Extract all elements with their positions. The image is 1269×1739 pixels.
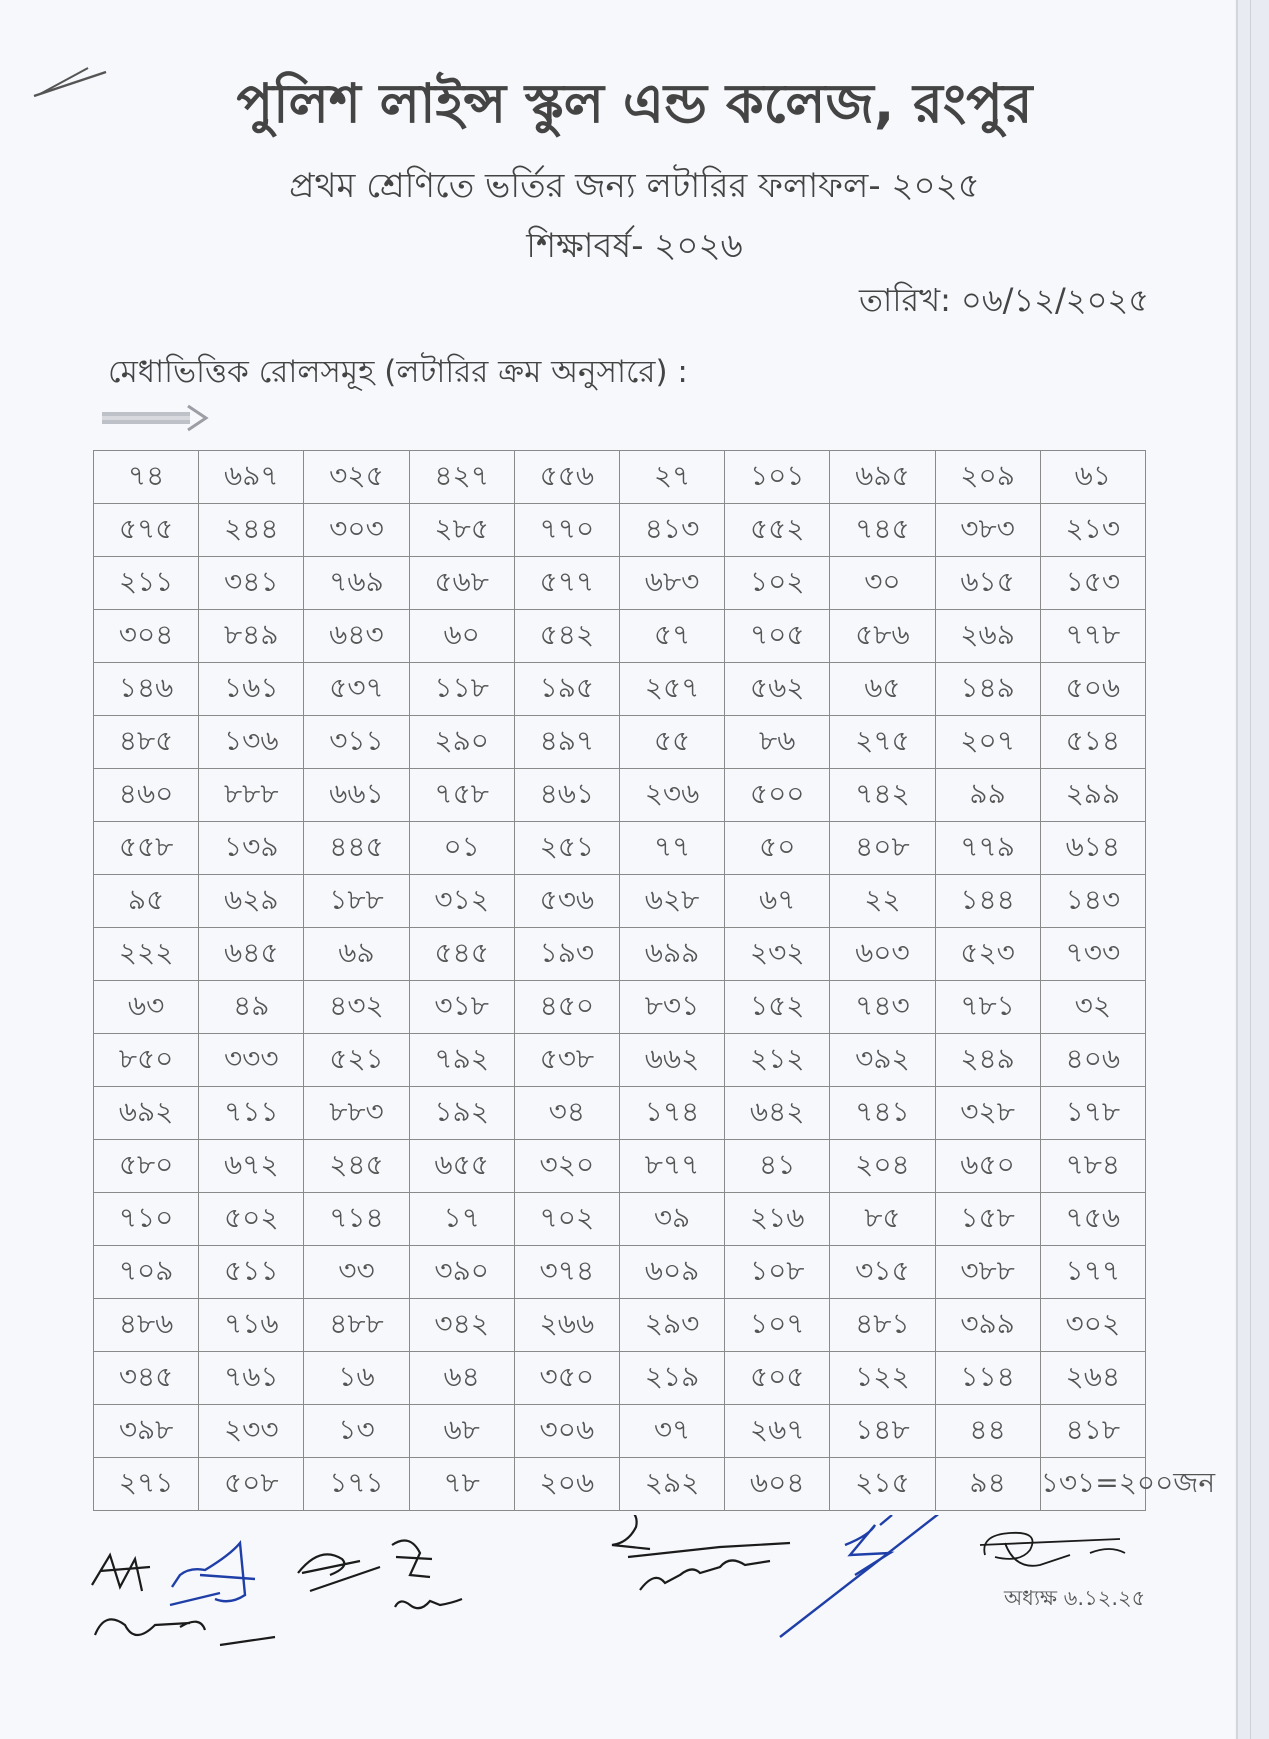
roll-cell: ৫৬২ xyxy=(725,663,830,716)
roll-cell: ৫০২ xyxy=(199,1193,304,1246)
roll-cell: ৫৩৮ xyxy=(514,1034,619,1087)
roll-cell: ৪১ xyxy=(725,1140,830,1193)
roll-cell: ৫৪৫ xyxy=(409,928,514,981)
roll-cell: ২৭১ xyxy=(94,1458,199,1511)
roll-cell: ১৩৯ xyxy=(199,822,304,875)
roll-cell: ৩১৮ xyxy=(409,981,514,1034)
roll-cell: ৬১ xyxy=(1040,451,1145,504)
table-row xyxy=(94,504,1146,557)
roll-cell: ৪৯৭ xyxy=(514,716,619,769)
roll-cell: ০১ xyxy=(409,822,514,875)
roll-cell: ৫৩৬ xyxy=(514,875,619,928)
roll-cell: ৬৫০ xyxy=(935,1140,1040,1193)
roll-cell: ১০১ xyxy=(725,451,830,504)
roll-cell: ৩৭৪ xyxy=(514,1246,619,1299)
roll-cell: ২১৩ xyxy=(1040,504,1145,557)
roll-cell: ৩৯ xyxy=(619,1193,724,1246)
table-row xyxy=(94,875,1146,928)
roll-cell: ২৮৫ xyxy=(409,504,514,557)
roll-cell: ২৬৬ xyxy=(514,1299,619,1352)
roll-cell: ৭৮১ xyxy=(935,981,1040,1034)
roll-cell: ২৬৯ xyxy=(935,610,1040,663)
roll-cell: ৩৮৩ xyxy=(935,504,1040,557)
roll-cell: ৪৩২ xyxy=(304,981,409,1034)
roll-cell: ৭১৪ xyxy=(304,1193,409,1246)
roll-cell: ২২ xyxy=(830,875,935,928)
table-row xyxy=(94,928,1146,981)
roll-cell: ৩০ xyxy=(830,557,935,610)
roll-cell: ৬২৯ xyxy=(199,875,304,928)
roll-cell: ১৫৩ xyxy=(1040,557,1145,610)
roll-cell: ৫১৪ xyxy=(1040,716,1145,769)
roll-cell: ৩৪ xyxy=(514,1087,619,1140)
roll-cell: ৩২০ xyxy=(514,1140,619,1193)
roll-cell: ২৪৪ xyxy=(199,504,304,557)
roll-cell: ৪২৭ xyxy=(409,451,514,504)
roll-cell: ৫৭৭ xyxy=(514,557,619,610)
table-row xyxy=(94,557,1146,610)
roll-cell: ৭৪৫ xyxy=(830,504,935,557)
table-row xyxy=(94,822,1146,875)
roll-cell: ৭৬১ xyxy=(199,1352,304,1405)
table-row xyxy=(94,1087,1146,1140)
table-row xyxy=(94,663,1146,716)
roll-cell: ১৯২ xyxy=(409,1087,514,1140)
roll-cell: ৮৫ xyxy=(830,1193,935,1246)
roll-cell: ১২২ xyxy=(830,1352,935,1405)
roll-cell: ২১২ xyxy=(725,1034,830,1087)
roll-cell: ২১৬ xyxy=(725,1193,830,1246)
roll-cell: ৬৫৫ xyxy=(409,1140,514,1193)
roll-cell: ৬৭ xyxy=(725,875,830,928)
roll-cell: ৬৩ xyxy=(94,981,199,1034)
roll-cell: ১৭৪ xyxy=(619,1087,724,1140)
roll-cell: ৫৫ xyxy=(619,716,724,769)
arrow-right-icon xyxy=(100,403,210,433)
roll-cell: ৫৩৭ xyxy=(304,663,409,716)
roll-cell: ৩০৪ xyxy=(94,610,199,663)
roll-cell: ৪৯ xyxy=(199,981,304,1034)
roll-cell: ৬৯৭ xyxy=(199,451,304,504)
table-row xyxy=(94,769,1146,822)
roll-cell: ৫০৬ xyxy=(1040,663,1145,716)
roll-cell: ৩২ xyxy=(1040,981,1145,1034)
roll-cell: ১৭৮ xyxy=(1040,1087,1145,1140)
roll-cell: ১৪৯ xyxy=(935,663,1040,716)
roll-cell: ২২২ xyxy=(94,928,199,981)
roll-cell: ২১৫ xyxy=(830,1458,935,1511)
roll-cell: ২৭৫ xyxy=(830,716,935,769)
roll-cell: ৩৯২ xyxy=(830,1034,935,1087)
roll-cell: ৫৮০ xyxy=(94,1140,199,1193)
roll-cell: ৫০৫ xyxy=(725,1352,830,1405)
roll-cell: ৭১৬ xyxy=(199,1299,304,1352)
roll-cell: ২৩৬ xyxy=(619,769,724,822)
table-row xyxy=(94,451,1146,504)
roll-cell: ৬০৯ xyxy=(619,1246,724,1299)
roll-cell: ৬০৩ xyxy=(830,928,935,981)
roll-cell: ৪৮৫ xyxy=(94,716,199,769)
roll-cell: ৬৪ xyxy=(409,1352,514,1405)
signature-principal xyxy=(980,1533,1125,1566)
roll-cell: ২৭ xyxy=(619,451,724,504)
roll-cell: ১৯৩ xyxy=(514,928,619,981)
roll-cell: ১৯৫ xyxy=(514,663,619,716)
roll-cell: ৩৩৩ xyxy=(199,1034,304,1087)
roll-cell: ৬৫ xyxy=(830,663,935,716)
roll-cell: ১৪৮ xyxy=(830,1405,935,1458)
roll-cell: ৩২৫ xyxy=(304,451,409,504)
roll-cell: ২৫১ xyxy=(514,822,619,875)
roll-cell: ১৪৬ xyxy=(94,663,199,716)
roll-cell: ২৬৭ xyxy=(725,1405,830,1458)
roll-cell: ১৩ xyxy=(304,1405,409,1458)
roll-cell: ২৩২ xyxy=(725,928,830,981)
roll-cell: ৬২৮ xyxy=(619,875,724,928)
roll-cell: ৭৬৯ xyxy=(304,557,409,610)
roll-cell: ৫০ xyxy=(725,822,830,875)
roll-cell: ৭১০ xyxy=(94,1193,199,1246)
roll-cell: ৪৪ xyxy=(935,1405,1040,1458)
roll-cell: ২৬৪ xyxy=(1040,1352,1145,1405)
roll-cell: ৪৮৮ xyxy=(304,1299,409,1352)
roll-cell: ৪৪৫ xyxy=(304,822,409,875)
roll-cell: ৬৯২ xyxy=(94,1087,199,1140)
roll-cell: ১৩৬ xyxy=(199,716,304,769)
roll-cell: ১৮৮ xyxy=(304,875,409,928)
table-row xyxy=(94,1246,1146,1299)
roll-cell: ৬১৪ xyxy=(1040,822,1145,875)
roll-cell: ৭৭০ xyxy=(514,504,619,557)
roll-cell: ৭৪৩ xyxy=(830,981,935,1034)
roll-cell: ২৪৯ xyxy=(935,1034,1040,1087)
roll-cell: ৩১১ xyxy=(304,716,409,769)
signature-member-3 xyxy=(298,1541,462,1609)
roll-cell: ৭৯২ xyxy=(409,1034,514,1087)
roll-cell: ২১৯ xyxy=(619,1352,724,1405)
roll-cell: ৭৭ xyxy=(619,822,724,875)
roll-cell: ৩৯০ xyxy=(409,1246,514,1299)
roll-cell: ৭৭৯ xyxy=(935,822,1040,875)
roll-cell: ১৪৩ xyxy=(1040,875,1145,928)
roll-cell: ৪৬০ xyxy=(94,769,199,822)
roll-cell: ৩০৬ xyxy=(514,1405,619,1458)
roll-cell: ৬৪৫ xyxy=(199,928,304,981)
roll-cell: ১০৭ xyxy=(725,1299,830,1352)
roll-cell: ৬৯ xyxy=(304,928,409,981)
roll-cell: ২৩৩ xyxy=(199,1405,304,1458)
roll-cell: ২০৬ xyxy=(514,1458,619,1511)
roll-cell: ৮৭৭ xyxy=(619,1140,724,1193)
roll-cell: ৫০০ xyxy=(725,769,830,822)
roll-cell: ৩৯৮ xyxy=(94,1405,199,1458)
roll-cell: ৪০৮ xyxy=(830,822,935,875)
roll-cell: ৭৪ xyxy=(94,451,199,504)
merit-rolls-heading: মেধাভিত্তিক রোলসমূহ (লটারির ক্রম অনুসারে) : xyxy=(108,354,688,390)
roll-cell: ৬৮৩ xyxy=(619,557,724,610)
roll-cell: ২১১ xyxy=(94,557,199,610)
roll-cell: ৩০২ xyxy=(1040,1299,1145,1352)
roll-cell: ৫৫৮ xyxy=(94,822,199,875)
roll-cell: ৩১২ xyxy=(409,875,514,928)
roll-cell: ১৭৭ xyxy=(1040,1246,1145,1299)
table-row xyxy=(94,610,1146,663)
signature-member-2 xyxy=(170,1543,255,1605)
roll-cell: ৪০৬ xyxy=(1040,1034,1145,1087)
roll-cell: ৯৫ xyxy=(94,875,199,928)
table-row xyxy=(94,1299,1146,1352)
roll-cell: ৭০২ xyxy=(514,1193,619,1246)
roll-cell: ৫৬৮ xyxy=(409,557,514,610)
roll-cell: ৫২১ xyxy=(304,1034,409,1087)
roll-cell: ৬৮ xyxy=(409,1405,514,1458)
roll-cell: ৬০ xyxy=(409,610,514,663)
roll-cell: ১১৪ xyxy=(935,1352,1040,1405)
roll-cell: ১১৮ xyxy=(409,663,514,716)
roll-cell: ৫৪২ xyxy=(514,610,619,663)
roll-cell: ১০২ xyxy=(725,557,830,610)
roll-cell: ৫৫২ xyxy=(725,504,830,557)
roll-cell: ৩৫০ xyxy=(514,1352,619,1405)
roll-cell: ৬৭২ xyxy=(199,1140,304,1193)
roll-cell: ৮৫০ xyxy=(94,1034,199,1087)
roll-cell: ১৫৮ xyxy=(935,1193,1040,1246)
roll-cell: ৩৪১ xyxy=(199,557,304,610)
roll-table xyxy=(93,450,1216,1511)
roll-cell: ২৪৫ xyxy=(304,1140,409,1193)
roll-cell: ১৬১ xyxy=(199,663,304,716)
roll-cell: ১৪৪ xyxy=(935,875,1040,928)
roll-cell: ৬৯৫ xyxy=(830,451,935,504)
roll-cell: ৫৮৬ xyxy=(830,610,935,663)
signature-member-4 xyxy=(612,1515,790,1590)
roll-cell: ৬৪২ xyxy=(725,1087,830,1140)
roll-cell: ৭৩৩ xyxy=(1040,928,1145,981)
roll-cell: ১৬ xyxy=(304,1352,409,1405)
roll-cell: ২০৯ xyxy=(935,451,1040,504)
roll-cell: ২৯৩ xyxy=(619,1299,724,1352)
roll-cell: ৩৩ xyxy=(304,1246,409,1299)
roll-cell: ৪৫০ xyxy=(514,981,619,1034)
roll-cell: ৭৮ xyxy=(409,1458,514,1511)
roll-cell: ৩৭ xyxy=(619,1405,724,1458)
roll-cell: ৭৪২ xyxy=(830,769,935,822)
roll-cell: ৩৪৫ xyxy=(94,1352,199,1405)
roll-cell: ৯৯ xyxy=(935,769,1040,822)
roll-cell: ৬১৫ xyxy=(935,557,1040,610)
roll-cell: ৭০৯ xyxy=(94,1246,199,1299)
roll-cell: ৪৮৬ xyxy=(94,1299,199,1352)
roll-cell: ১৭ xyxy=(409,1193,514,1246)
roll-cell: ৮৮৮ xyxy=(199,769,304,822)
roll-cell: ৮৬ xyxy=(725,716,830,769)
roll-cell: ৭০৫ xyxy=(725,610,830,663)
roll-cell: ২০৭ xyxy=(935,716,1040,769)
roll-cell: ২৫৭ xyxy=(619,663,724,716)
roll-cell: ৭৪১ xyxy=(830,1087,935,1140)
roll-cell: ৩৮৮ xyxy=(935,1246,1040,1299)
roll-cell: ৪৮১ xyxy=(830,1299,935,1352)
roll-cell: ১৫২ xyxy=(725,981,830,1034)
signature-member-1 xyxy=(92,1555,275,1645)
roll-cell: ৭৮৪ xyxy=(1040,1140,1145,1193)
roll-cell: ৩১৫ xyxy=(830,1246,935,1299)
table-row xyxy=(94,1193,1146,1246)
roll-cell: ৩০৩ xyxy=(304,504,409,557)
roll-cell: ৭৫৬ xyxy=(1040,1193,1145,1246)
roll-cell: ৪১৮ xyxy=(1040,1405,1145,1458)
roll-cell: ৭১১ xyxy=(199,1087,304,1140)
roll-cell: ৬০৪ xyxy=(725,1458,830,1511)
roll-cell: ৮৩১ xyxy=(619,981,724,1034)
roll-cell: ৬৪৩ xyxy=(304,610,409,663)
signature-member-5 xyxy=(780,1515,950,1637)
principal-label: অধ্যক্ষ ৬.১২.২৫ xyxy=(1004,1586,1146,1610)
table-row xyxy=(94,1458,1146,1511)
table-row xyxy=(94,981,1146,1034)
roll-cell: ৩২৮ xyxy=(935,1087,1040,1140)
roll-cell: ৫৭৫ xyxy=(94,504,199,557)
roll-cell: ১০৮ xyxy=(725,1246,830,1299)
roll-cell: ৫৫৬ xyxy=(514,451,619,504)
academic-session: শিক্ষাবর্ষ- ২০২৬ xyxy=(526,226,743,266)
roll-cell: ৫২৩ xyxy=(935,928,1040,981)
roll-cell: ৭৭৮ xyxy=(1040,610,1145,663)
publication-date: তারিখ: ০৬/১২/২০২৫ xyxy=(859,281,1149,319)
table-row xyxy=(94,1140,1146,1193)
roll-cell: ১৩১=২০০জন xyxy=(1040,1458,1145,1511)
lottery-result-title: প্রথম শ্রেণিতে ভর্তির জন্য লটারির ফলাফল- ২০২৫ xyxy=(289,166,980,206)
roll-cell: ৩৪২ xyxy=(409,1299,514,1352)
roll-cell: ৫০৮ xyxy=(199,1458,304,1511)
roll-cell: ২০৪ xyxy=(830,1140,935,1193)
roll-cell: ৪৬১ xyxy=(514,769,619,822)
table-row xyxy=(94,1405,1146,1458)
roll-cell: ৪১৩ xyxy=(619,504,724,557)
roll-cell: ২৯২ xyxy=(619,1458,724,1511)
roll-cell: ৫৭ xyxy=(619,610,724,663)
roll-cell: ৮৮৩ xyxy=(304,1087,409,1140)
roll-cell: ৭৫৮ xyxy=(409,769,514,822)
roll-cell: ৮৪৯ xyxy=(199,610,304,663)
roll-cell: ৫১১ xyxy=(199,1246,304,1299)
school-name: পুলিশ লাইন্স স্কুল এন্ড কলেজ, রংপুর xyxy=(236,72,1033,135)
roll-cell: ৩৯৯ xyxy=(935,1299,1040,1352)
table-row xyxy=(94,1034,1146,1087)
table-row xyxy=(94,716,1146,769)
roll-cell: ৬৯৯ xyxy=(619,928,724,981)
roll-cell: ৬৬২ xyxy=(619,1034,724,1087)
roll-cell: ২৯০ xyxy=(409,716,514,769)
roll-cell: ১৭১ xyxy=(304,1458,409,1511)
table-row xyxy=(94,1352,1146,1405)
roll-cell: ২৯৯ xyxy=(1040,769,1145,822)
roll-cell: ৯৪ xyxy=(935,1458,1040,1511)
roll-cell: ৬৬১ xyxy=(304,769,409,822)
